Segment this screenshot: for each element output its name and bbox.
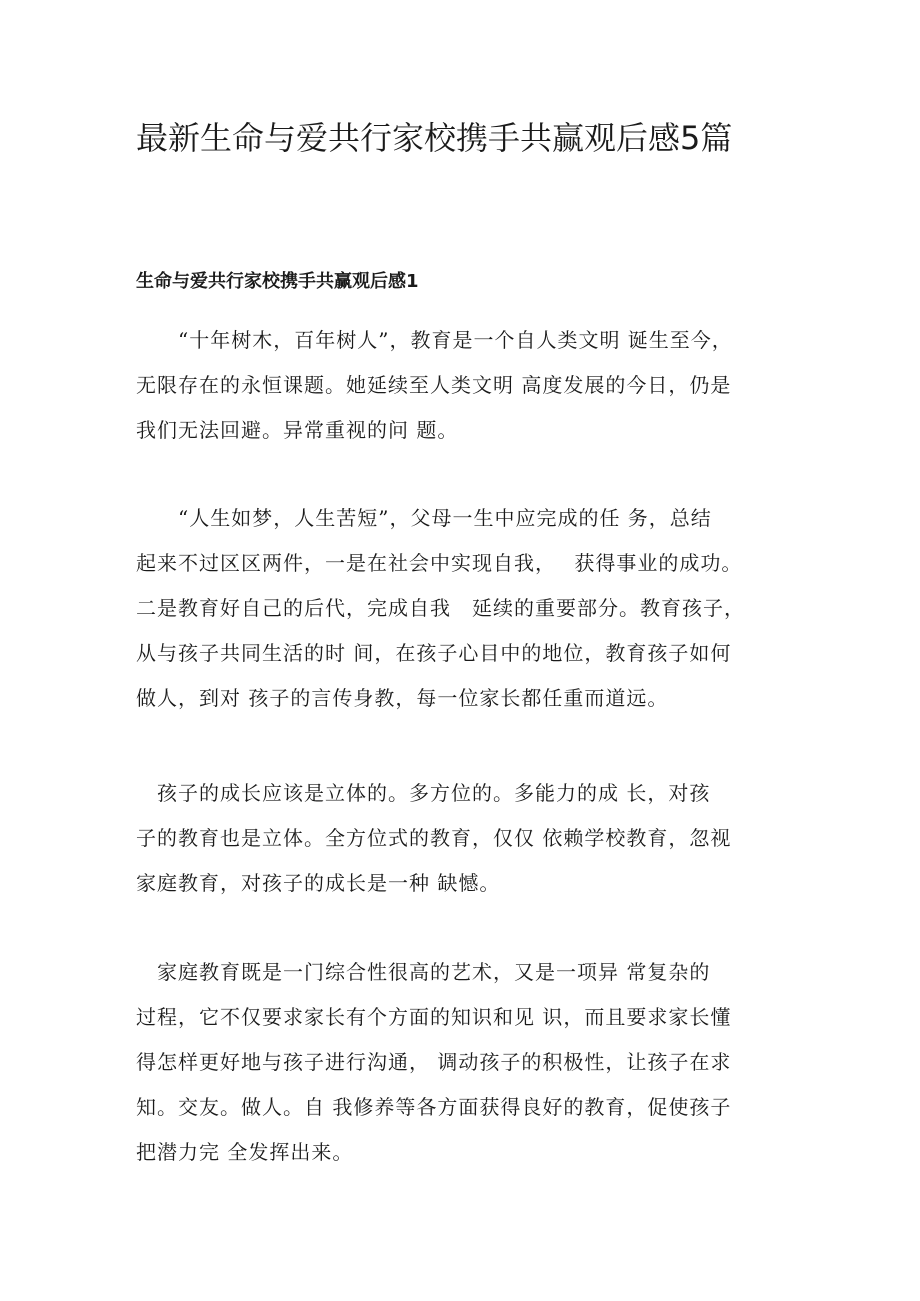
paragraph-line: 我们无法回避。异常重视的问 题。 — [136, 418, 459, 442]
paragraph-line: 家庭教育既是一门综合性很高的艺术，又是一项异 常复杂的 — [136, 960, 711, 984]
paragraph-4 — [136, 950, 796, 1175]
paragraph-line: 孩子的成长应该是立体的。多方位的。多能力的成 长，对孩 — [136, 781, 711, 805]
paragraph-line: 起来不过区区两件，一是在社会中实现自我， 获得事业的成功。 — [136, 551, 743, 575]
section-heading: 生命与爱共行家校携手共赢观后感1 — [136, 271, 419, 292]
document-title: 最新生命与爱共行家校携手共赢观后感5篇 — [136, 119, 733, 157]
paragraph-line: 无限存在的永恒课题。她延续至人类文明 高度发展的今日，仍是 — [136, 373, 732, 397]
paragraph-line: 做人，到对 孩子的言传身教，每一位家长都任重而道远。 — [136, 686, 669, 710]
paragraph-line: “人生如梦，人生苦短”，父母一生中应完成的任 务，总结 — [136, 506, 712, 530]
paragraph-line: 从与孩子共同生活的时 间，在孩子心目中的地位，教育孩子如何 — [136, 641, 732, 665]
paragraph-line: “十年树木，百年树人”，教育是一个自人类文明 诞生至今， — [136, 328, 733, 352]
paragraph-line: 家庭教育，对孩子的成长是一种 缺憾。 — [136, 871, 501, 895]
paragraph-line: 把潜力完 全发挥出来。 — [136, 1140, 354, 1164]
paragraph-3 — [136, 771, 796, 906]
paragraph-line: 二是教育好自己的后代，完成自我 延续的重要部分。教育孩子， — [136, 596, 745, 620]
paragraph-line: 过程，它不仅要求家长有个方面的知识和见 识，而且要求家长懂 — [136, 1005, 732, 1029]
paragraph-line: 子的教育也是立体。全方位式的教育，仅仅 依赖学校教育，忽视 — [136, 826, 732, 850]
paragraph-2 — [136, 496, 796, 721]
paragraph-line: 知。交友。做人。自 我修养等各方面获得良好的教育，促使孩子 — [136, 1095, 732, 1119]
paragraph-1 — [136, 318, 796, 453]
paragraph-line: 得怎样更好地与孩子进行沟通， 调动孩子的积极性，让孩子在求 — [136, 1050, 732, 1074]
